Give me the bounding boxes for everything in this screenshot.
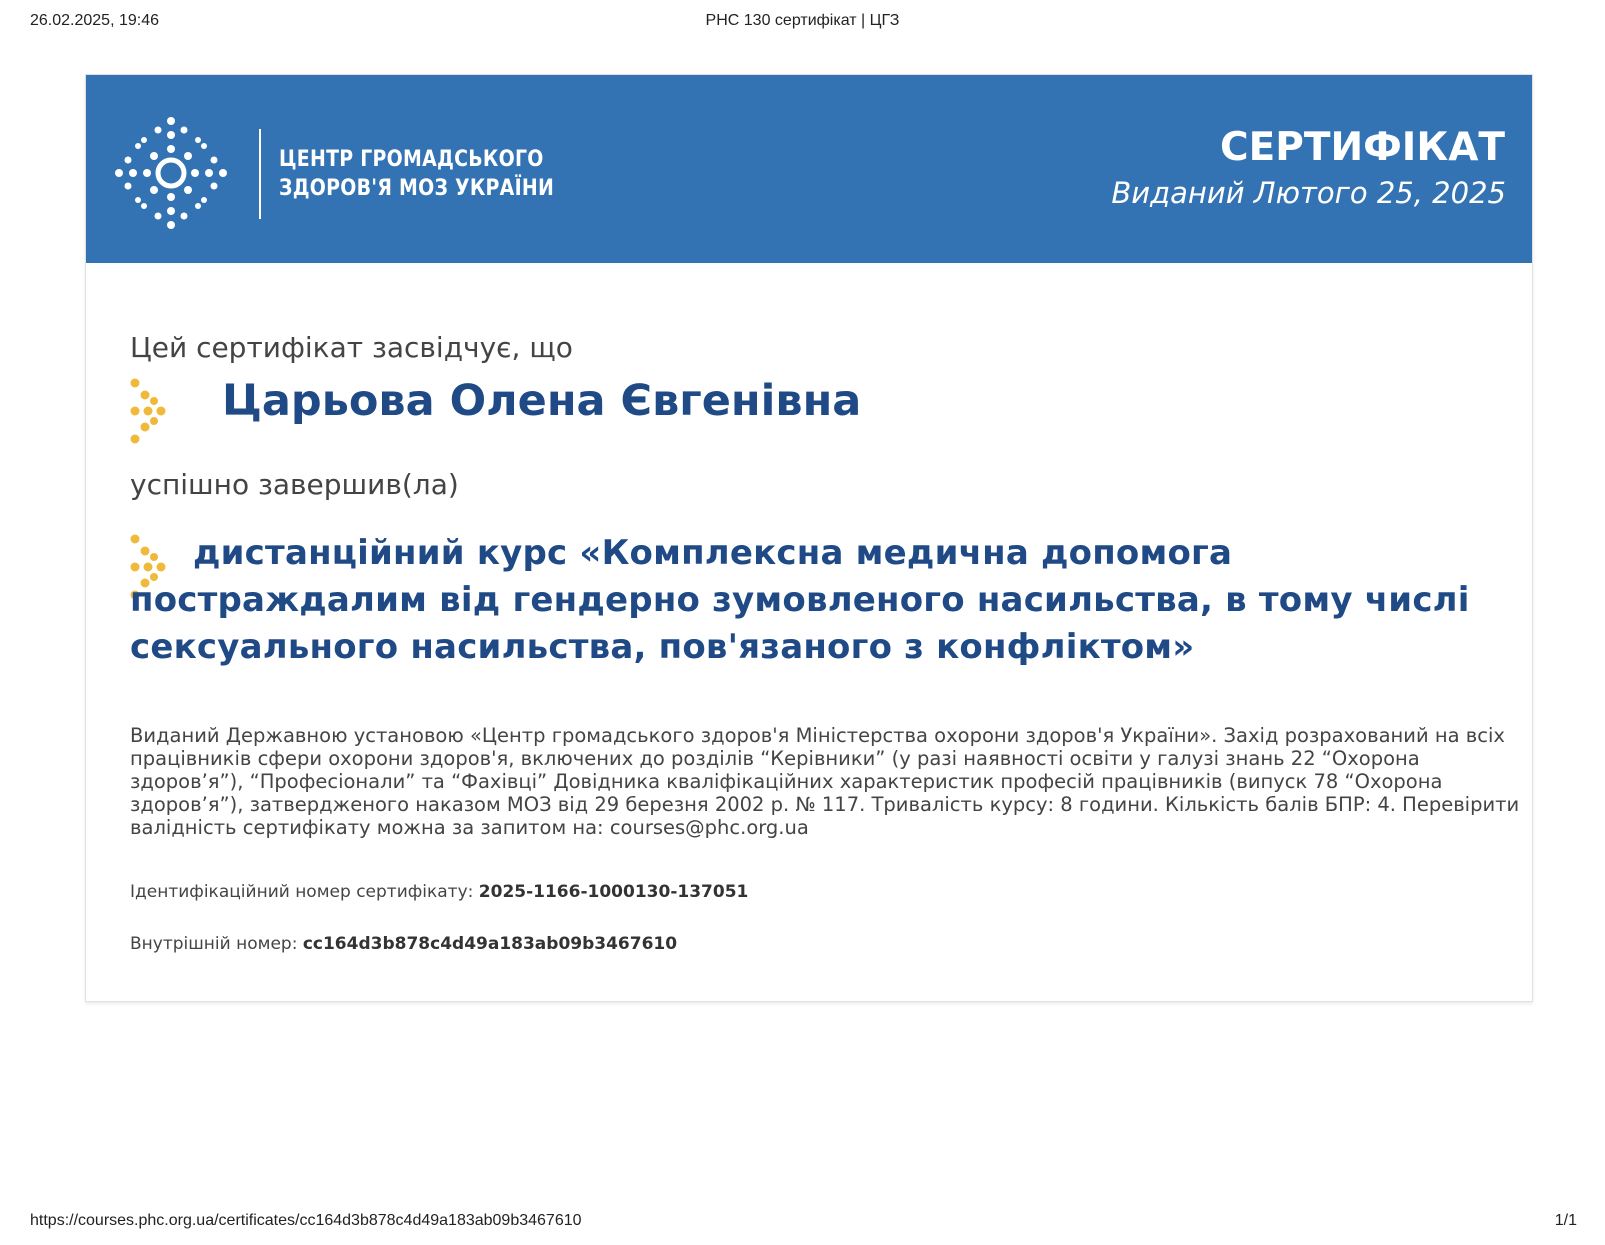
certificate-issued-date: Виданий Лютого 25, 2025 — [1111, 176, 1506, 210]
certificate-title: СЕРТИФІКАТ — [1220, 125, 1505, 170]
browser-print-footer — [0, 1212, 1605, 1232]
print-page-title: PHC 130 сертифікат | ЦГЗ — [705, 12, 900, 29]
organization-name-line2: ЗДОРОВ'Я МОЗ УКРАЇНИ — [279, 176, 555, 201]
browser-print-header — [0, 12, 1605, 32]
phc-logo-icon — [111, 113, 231, 233]
internal-number-value: cc164d3b878c4d49a183ab09b3467610 — [302, 934, 678, 954]
print-page-count: 1/1 — [1554, 1212, 1577, 1229]
organization-name — [279, 145, 554, 203]
certificate-id-row — [130, 881, 748, 903]
print-url: https://courses.phc.org.ua/certificates/cc164d3b878c4d49a183ab09b3467610 — [30, 1212, 582, 1229]
print-datetime: 26.02.2025, 19:46 — [30, 12, 160, 29]
certificate-header-banner — [86, 75, 1532, 263]
internal-number-row — [130, 933, 677, 955]
certificate-id-label: Ідентифікаційний номер сертифікату: — [130, 882, 479, 902]
certificate-id-value: 2025-1166-1000130-137051 — [478, 882, 749, 902]
completed-text: успішно завершив(ла) — [130, 468, 459, 501]
certifies-text: Цей сертифікат засвідчує, що — [130, 331, 573, 364]
internal-number-label: Внутрішній номер: — [130, 934, 303, 954]
course-title: дистанційний курс «Комплексна медична допомога постраждалим від гендерно зумовленого насильства, в тому числі сексуального насильства, пов'язаного з конфліктом» — [130, 533, 1470, 667]
logo-divider — [259, 129, 261, 219]
gold-dots-arrow-icon — [130, 378, 170, 444]
certificate-description: Виданий Державною установою «Центр громадського здоров'я Міністерства охорони здоров'я України». Захід розрахований на всіх працівників сфери охорони здоров'я, включених до розділів “Керівники” (у разі наявності освіти у галузі знань 22 “Охорона здоров’я”), “Професіонали” та “Фахівці” Довідника кваліфікаційних характеристик професій працівників (випуск 78 “Охорона здоров’я”), затвердженого наказом МОЗ від 29 березня 2002 р. № 117. Тривалість курсу: 8 години. Кількість балів БПР: 4. Перевірити валідність сертифікату можна за запитом на: courses@phc.org.ua — [130, 724, 1520, 839]
recipient-name: Царьова Олена Євгенівна — [222, 376, 862, 426]
certificate — [85, 74, 1533, 1002]
organization-name-line1: ЦЕНТР ГРОМАДСЬКОГО — [279, 147, 544, 172]
